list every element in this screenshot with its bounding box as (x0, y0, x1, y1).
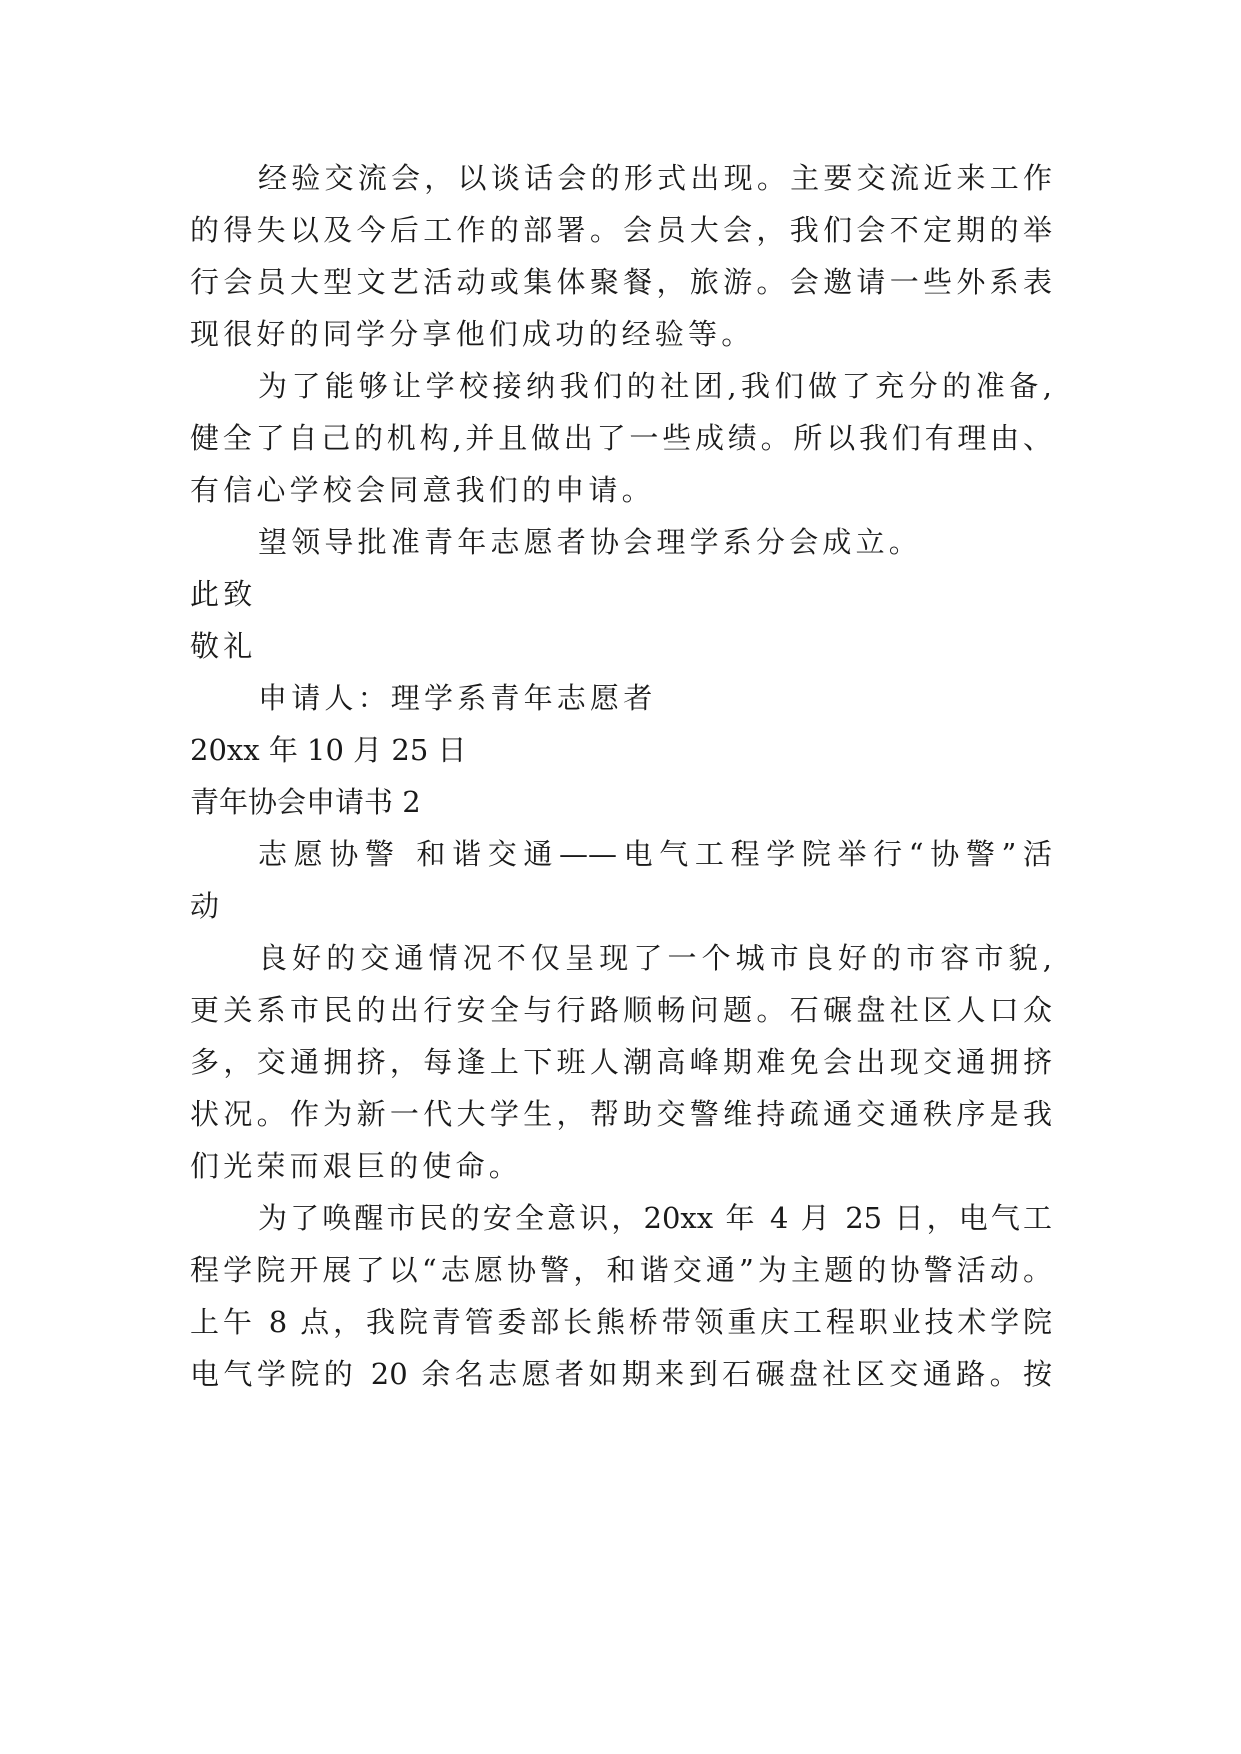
paragraph-line: 望领导批准青年志愿者协会理学系分会成立。 (258, 525, 923, 559)
paragraph-line: 为了能够让学校接纳我们的社团,我们做了充分的准备, (258, 369, 1052, 403)
paragraph-line: 上午 8 点，我院青管委部长熊桥带领重庆工程职业技术学院 (190, 1305, 1052, 1339)
paragraph-line: 健全了自己的机构,并且做出了一些成绩。所以我们有理由、 (190, 421, 1052, 455)
document-page (190, 158, 1052, 1658)
paragraph-line: 经验交流会，以谈话会的形式出现。主要交流近来工作 (258, 161, 1052, 195)
paragraph-line: 现很好的同学分享他们成功的经验等。 (190, 317, 755, 351)
paragraph-line: 程学院开展了以“志愿协警，和谐交通”为主题的协警活动。 (190, 1253, 1052, 1287)
closing-salutation: 此致 (190, 577, 257, 611)
paragraph-line: 们光荣而艰巨的使命。 (190, 1149, 523, 1183)
paragraph-line: 良好的交通情况不仅呈现了一个城市良好的市容市貌, (258, 941, 1052, 975)
paragraph-line: 电气学院的 20 余名志愿者如期来到石碾盘社区交通路。按 (190, 1357, 1052, 1391)
paragraph-line: 更关系市民的出行安全与行路顺畅问题。石碾盘社区人口众 (190, 993, 1052, 1027)
paragraph-line: 的得失以及今后工作的部署。会员大会，我们会不定期的举 (190, 213, 1052, 247)
letter-date: 20xx 年 10 月 25 日 (190, 733, 467, 767)
paragraph-line: 有信心学校会同意我们的申请。 (190, 473, 655, 507)
article-subtitle: 动 (190, 889, 224, 923)
paragraph-line: 为了唤醒市民的安全意识，20xx 年 4 月 25 日，电气工 (258, 1201, 1052, 1235)
closing-regards: 敬礼 (190, 629, 257, 663)
paragraph-line: 行会员大型文艺活动或集体聚餐，旅游。会邀请一些外系表 (190, 265, 1052, 299)
section-heading: 青年协会申请书 2 (190, 785, 421, 819)
paragraph-line: 多，交通拥挤，每逢上下班人潮高峰期难免会出现交通拥挤 (190, 1045, 1052, 1079)
article-subtitle: 志愿协警 和谐交通——电气工程学院举行“协警”活 (258, 837, 1052, 871)
applicant-signature: 申请人：理学系青年志愿者 (258, 681, 657, 715)
paragraph-line: 状况。作为新一代大学生，帮助交警维持疏通交通秩序是我 (190, 1097, 1052, 1131)
